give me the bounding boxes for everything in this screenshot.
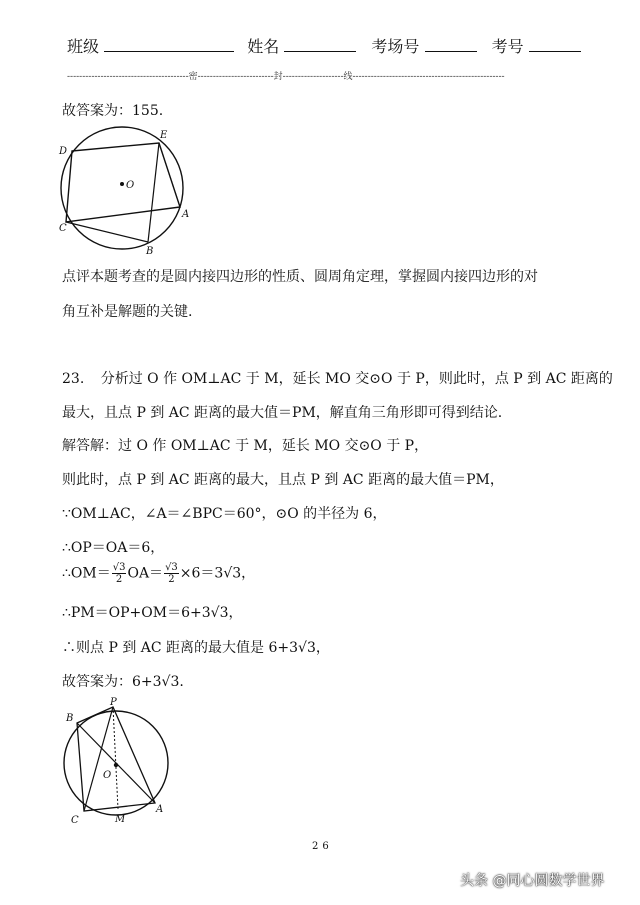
solution-step2: ∵OM⊥AC，∠A＝∠BPC＝60°，⊙O 的半径为 6， — [62, 506, 387, 522]
number-label: 考号 — [491, 37, 524, 56]
label-a-2: A — [156, 804, 164, 815]
comment-22-line1: 点评本题考查的是圆内接四边形的性质、圆周角定理，掌握圆内接四边形的对 — [62, 269, 538, 285]
solution-step1: 则此时，点 P 到 AC 距离的最大，且点 P 到 AC 距离的最大值＝PM， — [62, 472, 504, 488]
room-blank[interactable] — [425, 36, 477, 52]
label-c-2: C — [71, 815, 79, 826]
room-label: 考场号 — [371, 37, 420, 56]
answer-23: 故答案为：6+3√3. — [62, 674, 184, 690]
question-23-analysis-line1 — [62, 368, 613, 388]
analysis-line2: 最大，且点 P 到 AC 距离的最大值＝PM，解直角三角形即可得到结论. — [62, 405, 503, 421]
seal-line: ----------------------------------------密-------------------------封--------------------线-------------------------------------------------- — [67, 72, 505, 82]
fraction-sqrt3-over-2-b — [164, 562, 179, 585]
solution-step6: ∴则点 P 到 AC 距离的最大值是 6+3√3， — [62, 640, 330, 656]
label-b: B — [146, 246, 154, 257]
segment-pc — [84, 707, 113, 811]
fraction-sqrt3-over-2 — [112, 562, 127, 585]
solution-title: 解答解：过 O 作 OM⊥AC 于 M，延长 MO 交⊙O 于 P， — [62, 438, 429, 454]
comment-22-line2: 角互补是解题的关键. — [62, 304, 193, 320]
step4-mid: OA＝ — [127, 565, 164, 582]
analysis-text: 分析过 O 作 OM⊥AC 于 M，延长 MO 交⊙O 于 P，则此时，点 P 到 AC 距离的 — [100, 371, 613, 387]
segment-pm-dashed — [113, 707, 118, 809]
label-e: E — [160, 130, 168, 141]
page-number: 26 — [312, 841, 333, 852]
label-p: P — [110, 697, 117, 708]
question-number: 23. — [62, 371, 85, 387]
solution-step3: ∴OP＝OA＝6， — [62, 540, 165, 556]
label-b-2: B — [66, 713, 74, 724]
center-o — [120, 182, 124, 186]
label-d: D — [59, 146, 68, 157]
class-blank[interactable] — [104, 36, 234, 52]
exam-header — [67, 34, 581, 57]
solution-step5: ∴PM＝OP+OM＝6+3√3， — [62, 605, 243, 621]
name-blank[interactable] — [284, 36, 356, 52]
frac-denominator-b: 2 — [168, 574, 175, 585]
frac-denominator: 2 — [115, 574, 123, 585]
center-o-2 — [114, 763, 118, 767]
frac-numerator: √3 — [112, 562, 126, 573]
figure-circle-triangle — [55, 695, 175, 830]
label-o-2: O — [103, 770, 112, 781]
label-o: O — [126, 180, 135, 191]
label-c: C — [59, 223, 67, 234]
watermark: 头条 @同心圆数学世界 — [460, 873, 605, 889]
solution-step4 — [62, 562, 255, 585]
circle-o — [61, 127, 183, 249]
frac-numerator-b: √3 — [165, 562, 178, 573]
label-m: M — [115, 814, 126, 825]
name-label: 姓名 — [247, 37, 280, 56]
step4-prefix: ∴OM＝ — [62, 565, 111, 582]
number-blank[interactable] — [529, 36, 581, 52]
segment-cb — [66, 222, 148, 242]
class-label: 班级 — [67, 37, 100, 56]
label-a: A — [182, 209, 190, 220]
figure-quadrilateral — [55, 125, 200, 260]
step4-suffix: ×6＝3√3， — [179, 565, 256, 582]
answer-22: 故答案为：155. — [62, 103, 164, 119]
segment-be — [148, 143, 159, 242]
